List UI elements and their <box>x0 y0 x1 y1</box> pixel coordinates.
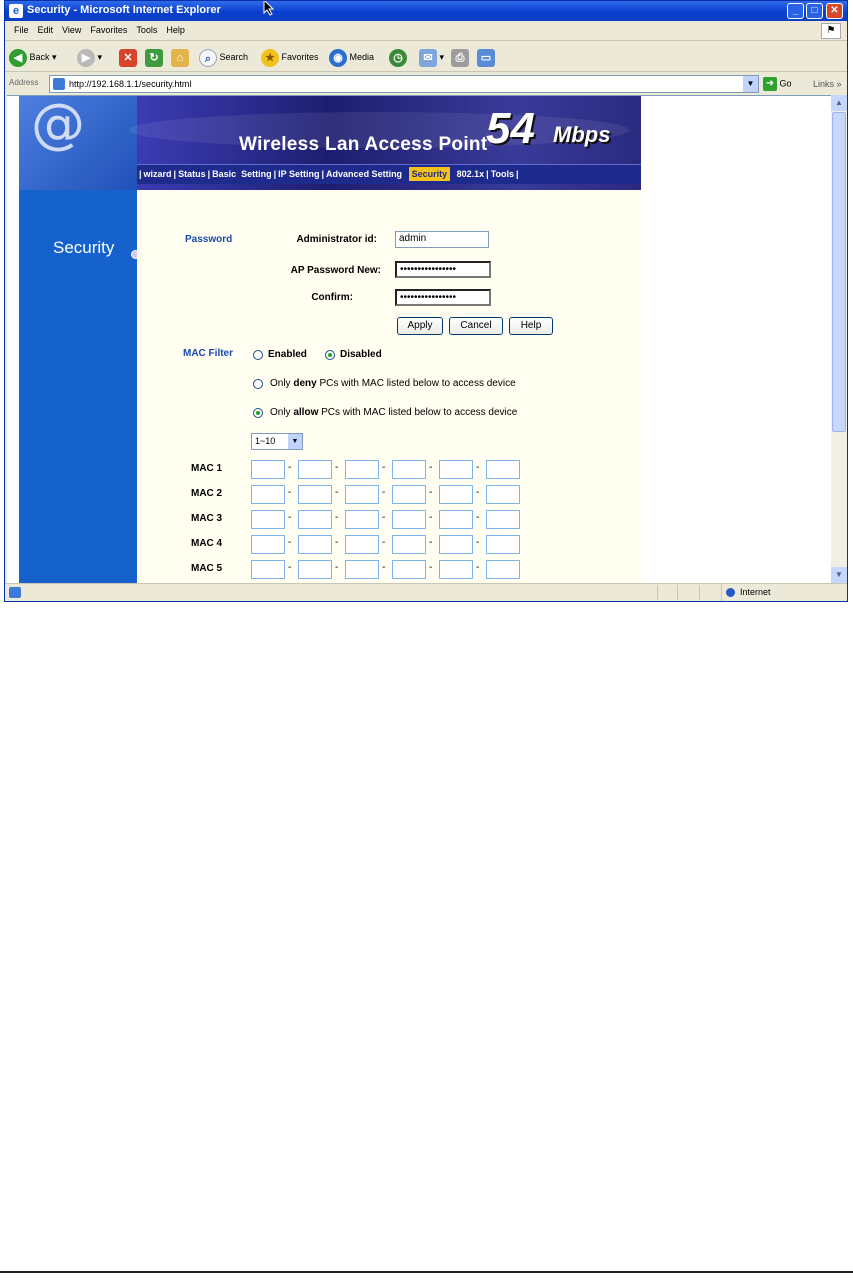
toolbar <box>5 42 847 72</box>
address-label: Address <box>9 78 39 87</box>
mac-octet-input[interactable] <box>392 535 426 554</box>
scroll-up-icon[interactable]: ▲ <box>831 95 847 111</box>
mac-row-label: MAC 2 <box>191 488 223 499</box>
status-divider <box>657 585 658 600</box>
speed-number: 54 <box>486 104 535 153</box>
mac-separator: - <box>476 487 480 498</box>
allow-policy-label <box>270 407 517 418</box>
back-button[interactable]: ◀ Back ▾ <box>9 48 57 66</box>
address-bar <box>5 73 847 95</box>
deny-policy-radio[interactable] <box>253 379 263 389</box>
favorites-button[interactable] <box>261 48 319 66</box>
status-divider <box>699 585 700 600</box>
mac-octet-input[interactable] <box>251 485 285 504</box>
mac-separator: - <box>288 462 292 473</box>
mac-separator: - <box>288 487 292 498</box>
mac-separator: - <box>335 487 339 498</box>
address-dropdown-icon[interactable]: ▼ <box>743 76 758 92</box>
status-divider <box>677 585 678 600</box>
mac-row-label: MAC 1 <box>191 463 223 474</box>
search-icon: ⌕ <box>199 49 217 67</box>
mac-separator: - <box>476 537 480 548</box>
deny-suffix: PCs with MAC listed below to access device <box>316 378 516 389</box>
deny-prefix: Only <box>270 378 294 389</box>
product-name: Wireless Lan Access Point <box>239 134 488 155</box>
mac-separator: - <box>476 512 480 523</box>
media-label: Media <box>349 52 375 62</box>
search-button[interactable] <box>199 48 248 66</box>
mac-octet-input[interactable] <box>345 510 379 529</box>
print-button[interactable] <box>451 48 469 66</box>
mac-separator: - <box>476 462 480 473</box>
search-label: Search <box>219 52 249 62</box>
forward-arrow-icon: ▶ <box>77 49 95 67</box>
mac-octet-input[interactable] <box>486 560 520 579</box>
mac-separator: - <box>288 512 292 523</box>
mac-octet-input[interactable] <box>392 510 426 529</box>
page-status-icon <box>9 587 21 598</box>
go-label: Go <box>779 78 792 89</box>
mac-separator: - <box>382 462 386 473</box>
confirm-password-input[interactable]: •••••••••••••••• <box>395 289 491 306</box>
close-button[interactable]: ✕ <box>826 3 843 19</box>
admin-id-label: Administrator id: <box>296 234 377 245</box>
mac-separator: - <box>429 537 433 548</box>
page-viewport <box>7 95 831 583</box>
mouse-cursor-icon <box>263 0 277 16</box>
media-button[interactable] <box>329 48 374 66</box>
page-icon <box>53 78 65 90</box>
scroll-thumb[interactable] <box>832 112 846 432</box>
deny-keyword: deny <box>293 378 317 389</box>
password-section-label: Password <box>185 234 233 245</box>
logo-panel <box>19 96 137 190</box>
mac-separator: - <box>288 537 292 548</box>
nav-tools[interactable]: Tools <box>490 169 515 179</box>
maximize-button[interactable]: □ <box>806 3 823 19</box>
mac-range-select[interactable] <box>251 433 303 450</box>
window-title: Security - Microsoft Internet Explorer <box>27 4 221 16</box>
ie-icon: e <box>9 4 23 18</box>
mac-octet-input[interactable] <box>345 560 379 579</box>
mac-separator: - <box>288 562 292 573</box>
mac-row-label: MAC 4 <box>191 538 223 549</box>
nav-wizard[interactable]: wizard <box>143 169 172 179</box>
mac-octet-input[interactable] <box>298 560 332 579</box>
history-button[interactable] <box>389 48 407 66</box>
mac-octet-input[interactable] <box>298 510 332 529</box>
mac-filter-disabled-radio[interactable] <box>325 350 335 360</box>
nav-basic-setting[interactable]: Basic Setting <box>212 169 272 179</box>
mac-separator: - <box>335 512 339 523</box>
globe-icon <box>726 588 735 597</box>
mac-separator: - <box>382 562 386 573</box>
banner <box>19 96 641 190</box>
mac-filter-enabled-label: Enabled <box>268 349 307 360</box>
mac-octet-input[interactable] <box>251 560 285 579</box>
mac-row-label: MAC 5 <box>191 563 223 574</box>
mac-separator: - <box>429 462 433 473</box>
content-panel <box>137 190 641 583</box>
nav-security[interactable]: Security <box>409 167 451 181</box>
menu-favorites[interactable]: Favorites <box>90 25 128 35</box>
mac-range-value: 1~10 <box>255 436 276 446</box>
mac-octet-input[interactable] <box>486 460 520 479</box>
help-button[interactable]: Help <box>509 317 553 335</box>
new-password-input[interactable]: •••••••••••••••• <box>395 261 491 278</box>
go-button[interactable] <box>763 77 792 91</box>
back-label: Back <box>29 52 50 62</box>
speed-unit: Mbps <box>553 122 611 147</box>
nav-advanced-setting[interactable]: Advanced Setting <box>326 169 403 179</box>
mac-octet-input[interactable] <box>486 510 520 529</box>
mac-octet-input[interactable] <box>439 460 473 479</box>
mac-octet-input[interactable] <box>392 485 426 504</box>
mac-row-label: MAC 3 <box>191 513 223 524</box>
sidebar <box>19 190 137 583</box>
chevron-down-icon: ▼ <box>288 434 302 449</box>
deny-policy-label <box>270 378 516 389</box>
mac-octet-input[interactable] <box>486 485 520 504</box>
title-bar <box>5 1 847 21</box>
mac-filter-disabled-label: Disabled <box>340 349 382 360</box>
security-zone <box>721 584 847 601</box>
mac-row <box>137 535 641 555</box>
mac-octet-input[interactable] <box>345 485 379 504</box>
mac-octet-input[interactable] <box>439 485 473 504</box>
nav-status[interactable]: Status <box>178 169 206 179</box>
new-password-label: AP Password New: <box>290 265 381 276</box>
minimize-button[interactable]: _ <box>787 3 804 19</box>
page-bottom-rule <box>0 1271 853 1273</box>
links-button[interactable]: Links » <box>813 79 842 89</box>
media-icon: ◉ <box>329 49 347 67</box>
mail-button[interactable]: ✉ ▾ <box>419 48 444 66</box>
mac-separator: - <box>429 487 433 498</box>
mac-row <box>137 560 641 580</box>
allow-keyword: allow <box>293 407 319 418</box>
print-icon: ⎙ <box>451 49 469 67</box>
mac-separator: - <box>429 562 433 573</box>
admin-id-input[interactable]: admin <box>395 231 489 248</box>
mail-icon: ✉ <box>419 49 437 67</box>
mac-separator: - <box>429 512 433 523</box>
sidebar-title: Security <box>53 238 115 257</box>
at-logo-icon: @ <box>31 96 85 155</box>
mac-separator: - <box>382 512 386 523</box>
mac-row <box>137 460 641 480</box>
mac-octet-input[interactable] <box>298 460 332 479</box>
mac-octet-input[interactable] <box>298 485 332 504</box>
go-arrow-icon: ➜ <box>763 77 777 91</box>
mac-separator: - <box>382 537 386 548</box>
favorites-star-icon: ★ <box>261 49 279 67</box>
mac-octet-input[interactable] <box>486 535 520 554</box>
mac-separator: - <box>382 487 386 498</box>
confirm-password-label: Confirm: <box>311 292 353 303</box>
mac-row <box>137 485 641 505</box>
nav-ip-setting[interactable]: IP Setting <box>278 169 320 179</box>
refresh-button[interactable] <box>145 48 163 66</box>
mac-octet-input[interactable] <box>439 510 473 529</box>
menu-view[interactable]: View <box>62 25 82 35</box>
menu-tools[interactable]: Tools <box>136 25 158 35</box>
nav-8021x[interactable]: 802.1x <box>456 169 485 179</box>
browser-window <box>4 0 848 602</box>
mac-octet-input[interactable] <box>439 535 473 554</box>
allow-policy-radio[interactable] <box>253 408 263 418</box>
mac-separator: - <box>335 562 339 573</box>
menu-file[interactable]: File <box>14 25 29 35</box>
zone-label: Internet <box>740 587 771 597</box>
mac-octet-input[interactable] <box>298 535 332 554</box>
mac-octet-input[interactable] <box>345 535 379 554</box>
home-button[interactable] <box>171 48 189 66</box>
mac-octet-input[interactable] <box>345 460 379 479</box>
back-arrow-icon: ◀ <box>9 49 27 67</box>
home-icon: ⌂ <box>171 49 189 67</box>
forward-button[interactable]: ▶ ▾ <box>77 48 102 66</box>
apply-button[interactable]: Apply <box>397 317 443 335</box>
menu-edit[interactable]: Edit <box>37 25 54 35</box>
links-label: Links <box>813 79 835 89</box>
stop-button[interactable] <box>119 48 137 66</box>
mac-octet-input[interactable] <box>251 510 285 529</box>
mac-filter-enabled-radio[interactable] <box>253 350 263 360</box>
favorites-label: Favorites <box>281 52 319 62</box>
main-nav: | wizard | Status | Basic Setting | IP Setting | Advanced Setting Security 802.1x | Tools | <box>137 164 641 184</box>
windows-flag-icon: ⚑ <box>821 23 841 39</box>
vertical-scrollbar[interactable] <box>831 95 847 583</box>
address-input[interactable] <box>49 75 759 93</box>
edit-page-button[interactable] <box>477 48 495 66</box>
stop-icon: ✕ <box>119 49 137 67</box>
cancel-button[interactable]: Cancel <box>449 317 503 335</box>
mac-filter-section-label: MAC Filter <box>183 348 233 359</box>
allow-prefix: Only <box>270 407 294 418</box>
status-bar <box>5 583 847 601</box>
allow-suffix: PCs with MAC listed below to access device <box>318 407 518 418</box>
mac-separator: - <box>476 562 480 573</box>
mac-octet-input[interactable] <box>392 560 426 579</box>
mac-octet-input[interactable] <box>251 535 285 554</box>
history-icon: ◷ <box>389 49 407 67</box>
menu-bar <box>5 21 847 41</box>
edit-page-icon: ▭ <box>477 49 495 67</box>
mac-octet-input[interactable] <box>392 460 426 479</box>
mac-octet-input[interactable] <box>439 560 473 579</box>
scroll-down-icon[interactable]: ▼ <box>831 567 847 583</box>
refresh-icon: ↻ <box>145 49 163 67</box>
mac-separator: - <box>335 462 339 473</box>
mac-separator: - <box>335 537 339 548</box>
address-url: http://192.168.1.1/security.html <box>69 79 192 89</box>
menu-help[interactable]: Help <box>166 25 185 35</box>
mac-row <box>137 510 641 530</box>
mac-octet-input[interactable] <box>251 460 285 479</box>
